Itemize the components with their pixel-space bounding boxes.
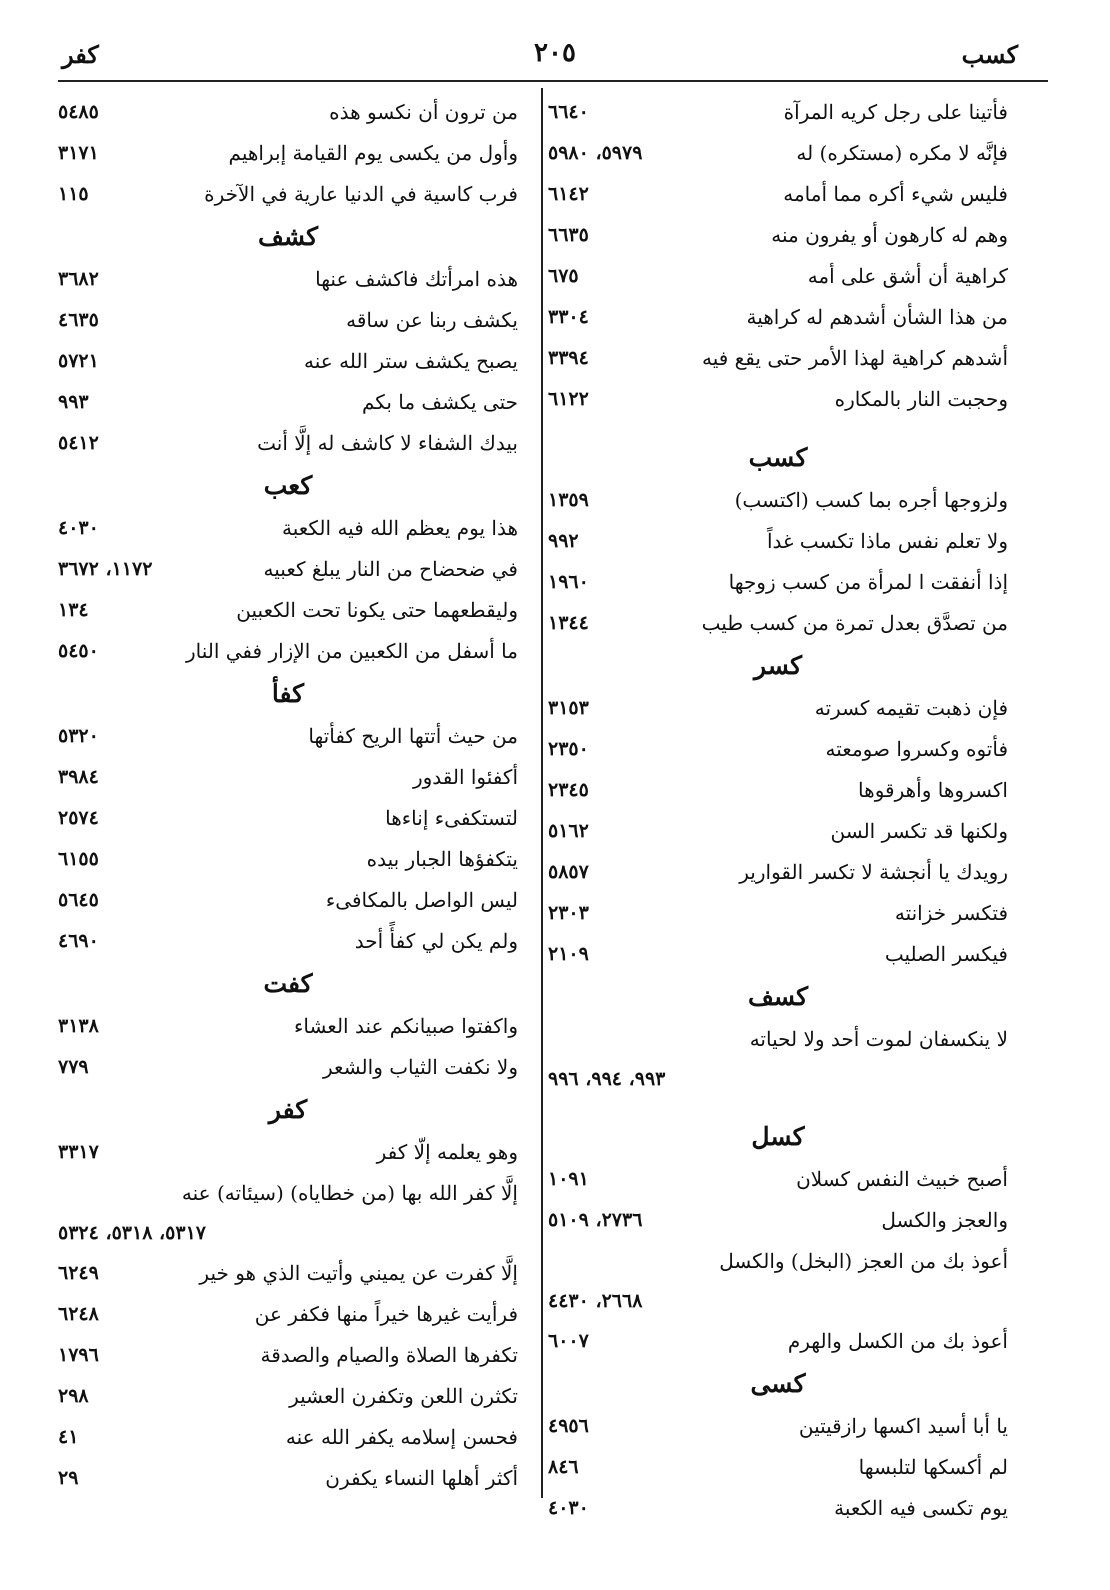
index-entry: أشدهم كراهية لهذا الأمر حتى يقع فيه ٣٣٩٤ xyxy=(548,346,1008,370)
index-entry: أعوذ بك من العجز (البخل) والكسل ٢٦٦٨، ٤٤٣٠ xyxy=(548,1249,1008,1312)
index-entry: ولكنها قد تكسر السن ٥١٦٢ xyxy=(548,819,1008,843)
index-entry: هذا يوم يعظم الله فيه الكعبة ٤٠٣٠ xyxy=(58,516,518,540)
index-entry: إذا أنفقت ا لمرأة من كسب زوجها ١٩٦٠ xyxy=(548,570,1008,594)
index-entry: يوم تكسى فيه الكعبة ٤٠٣٠ xyxy=(548,1496,1008,1520)
index-entry: ولا تعلم نفس ماذا تكسب غداً ٩٩٢ xyxy=(548,529,1008,553)
index-entry: ما أسفل من الكعبين من الإزار ففي النار ٥٤٥٠ xyxy=(58,639,518,663)
index-entry: حتى يكشف ما بكم ٩٩٣ xyxy=(58,390,518,414)
index-entry: فحسن إسلامه يكفر الله عنه ٤١ xyxy=(58,1425,518,1449)
index-entry: فتكسر خزانته ٢٣٠٣ xyxy=(548,901,1008,925)
index-entry: يتكفؤها الجبار بيده ٦١٥٥ xyxy=(58,847,518,871)
spacer xyxy=(548,1099,1008,1115)
section-heading: كفأ xyxy=(271,679,305,708)
index-entry: فأتينا على رجل كريه المرآة ٦٦٤٠ xyxy=(548,100,1008,124)
index-entry: فإنَّه لا مكره (مستكره) له ٥٩٧٩، ٥٩٨٠ xyxy=(548,141,1008,165)
index-entry: أكفئوا القدور ٣٩٨٤ xyxy=(58,765,518,789)
section-heading: كفت xyxy=(263,969,313,998)
index-entry: فأتوه وكسروا صومعته ٢٣٥٠ xyxy=(548,737,1008,761)
index-entry: واكفتوا صبيانكم عند العشاء ٣١٣٨ xyxy=(58,1014,518,1038)
index-entry: أكثر أهلها النساء يكفرن ٢٩ xyxy=(58,1466,518,1490)
spacer xyxy=(548,420,1008,436)
index-entry: وهو يعلمه إلّا كفر ٣٣١٧ xyxy=(58,1140,518,1164)
left-column xyxy=(58,92,518,1499)
right-column xyxy=(548,92,1008,1529)
index-entry: وهم له كارهون أو يفرون منه ٦٦٣٥ xyxy=(548,223,1008,247)
index-entry: وأول من يكسى يوم القيامة إبراهيم ٣١٧١ xyxy=(58,141,518,165)
index-entry: يكشف ربنا عن ساقه ٤٦٣٥ xyxy=(58,308,518,332)
index-entry: أصبح خبيث النفس كسلان ١٠٩١ xyxy=(548,1167,1008,1191)
index-entry: فيكسر الصليب ٢١٠٩ xyxy=(548,942,1008,966)
section-heading: كسب xyxy=(748,443,808,472)
page-number: ٢٠٥ xyxy=(534,38,576,68)
column-divider xyxy=(541,88,543,1498)
index-entry: إلَّا كفر الله بها (من خطاياه) (سيئاته) عنه ٥٣١٧، ٥٣١٨، ٥٣٢٤ xyxy=(58,1181,518,1244)
index-entry: من هذا الشأن أشدهم له كراهية ٣٣٠٤ xyxy=(548,305,1008,329)
header-rule xyxy=(58,80,1048,82)
index-entry: وحجبت النار بالمكاره ٦١٢٢ xyxy=(548,387,1008,411)
index-entry: فرأيت غيرها خيراً منها فكفر عن ٦٢٤٨ xyxy=(58,1302,518,1326)
index-entry: من حيث أتتها الريح كفأتها ٥٣٢٠ xyxy=(58,724,518,748)
index-entry: والعجز والكسل ٢٧٣٦، ٥١٠٩ xyxy=(548,1208,1008,1232)
index-entry: يصبح يكشف ستر الله عنه ٥٧٢١ xyxy=(58,349,518,373)
section-heading: كشف xyxy=(257,222,319,251)
section-heading: كعب xyxy=(263,471,313,500)
index-entry: لم أكسكها لتلبسها ٨٤٦ xyxy=(548,1455,1008,1479)
index-entry: فليس شيء أكره مما أمامه ٦١٤٢ xyxy=(548,182,1008,206)
index-entry: من ترون أن نكسو هذه ٥٤٨٥ xyxy=(58,100,518,124)
section-heading: كسر xyxy=(754,651,802,680)
index-entry: لا ينكسفان لموت أحد ولا لحياته ٩٩٣، ٩٩٤، ٩٩٦ xyxy=(548,1027,1008,1090)
running-head-right: كسب xyxy=(961,40,1018,69)
index-entry: ولا نكفت الثياب والشعر ٧٧٩ xyxy=(58,1055,518,1079)
index-entry: يا أبا أسيد اكسها رازقيتين ٤٩٥٦ xyxy=(548,1414,1008,1438)
index-entry: تكثرن اللعن وتكفرن العشير ٢٩٨ xyxy=(58,1384,518,1408)
index-entry: ليس الواصل بالمكافىء ٥٦٤٥ xyxy=(58,888,518,912)
index-entry: هذه امرأتك فاكشف عنها ٣٦٨٢ xyxy=(58,267,518,291)
index-entry: رويدك يا أنجشة لا تكسر القوارير ٥٨٥٧ xyxy=(548,860,1008,884)
index-entry: من تصدَّق بعدل تمرة من كسب طيب ١٣٤٤ xyxy=(548,611,1008,635)
section-heading: كسى xyxy=(750,1369,806,1398)
section-heading: كسل xyxy=(751,1122,805,1151)
index-entry: اكسروها وأهرقوها ٢٣٤٥ xyxy=(548,778,1008,802)
index-entry: فرب كاسية في الدنيا عارية في الآخرة ١١٥ xyxy=(58,182,518,206)
index-entry: في ضحضاح من النار يبلغ كعبيه ١١٧٢، ٣٦٧٢ xyxy=(58,557,518,581)
index-entry: إلَّا كفرت عن يميني وأتيت الذي هو خير ٦٢٤٩ xyxy=(58,1261,518,1285)
section-heading: كفر xyxy=(268,1095,308,1124)
index-entry: وليقطعهما حتى يكونا تحت الكعبين ١٣٤ xyxy=(58,598,518,622)
index-entry: تكفرها الصلاة والصيام والصدقة ١٧٩٦ xyxy=(58,1343,518,1367)
running-head-left: كفر xyxy=(62,40,99,69)
index-entry: ولزوجها أجره بما كسب (اكتسب) ١٣٥٩ xyxy=(548,488,1008,512)
index-entry: بيدك الشفاء لا كاشف له إلَّا أنت ٥٤١٢ xyxy=(58,431,518,455)
index-entry: لتستكفىء إناءها ٢٥٧٤ xyxy=(58,806,518,830)
index-entry: فإن ذهبت تقيمه كسرته ٣١٥٣ xyxy=(548,696,1008,720)
index-entry: أعوذ بك من الكسل والهرم ٦٠٠٧ xyxy=(548,1329,1008,1353)
section-heading: كسف xyxy=(747,982,809,1011)
index-entry: ولم يكن لي كفأً أحد ٤٦٩٠ xyxy=(58,929,518,953)
index-entry: كراهية أن أشق على أمه ٦٧٥ xyxy=(548,264,1008,288)
